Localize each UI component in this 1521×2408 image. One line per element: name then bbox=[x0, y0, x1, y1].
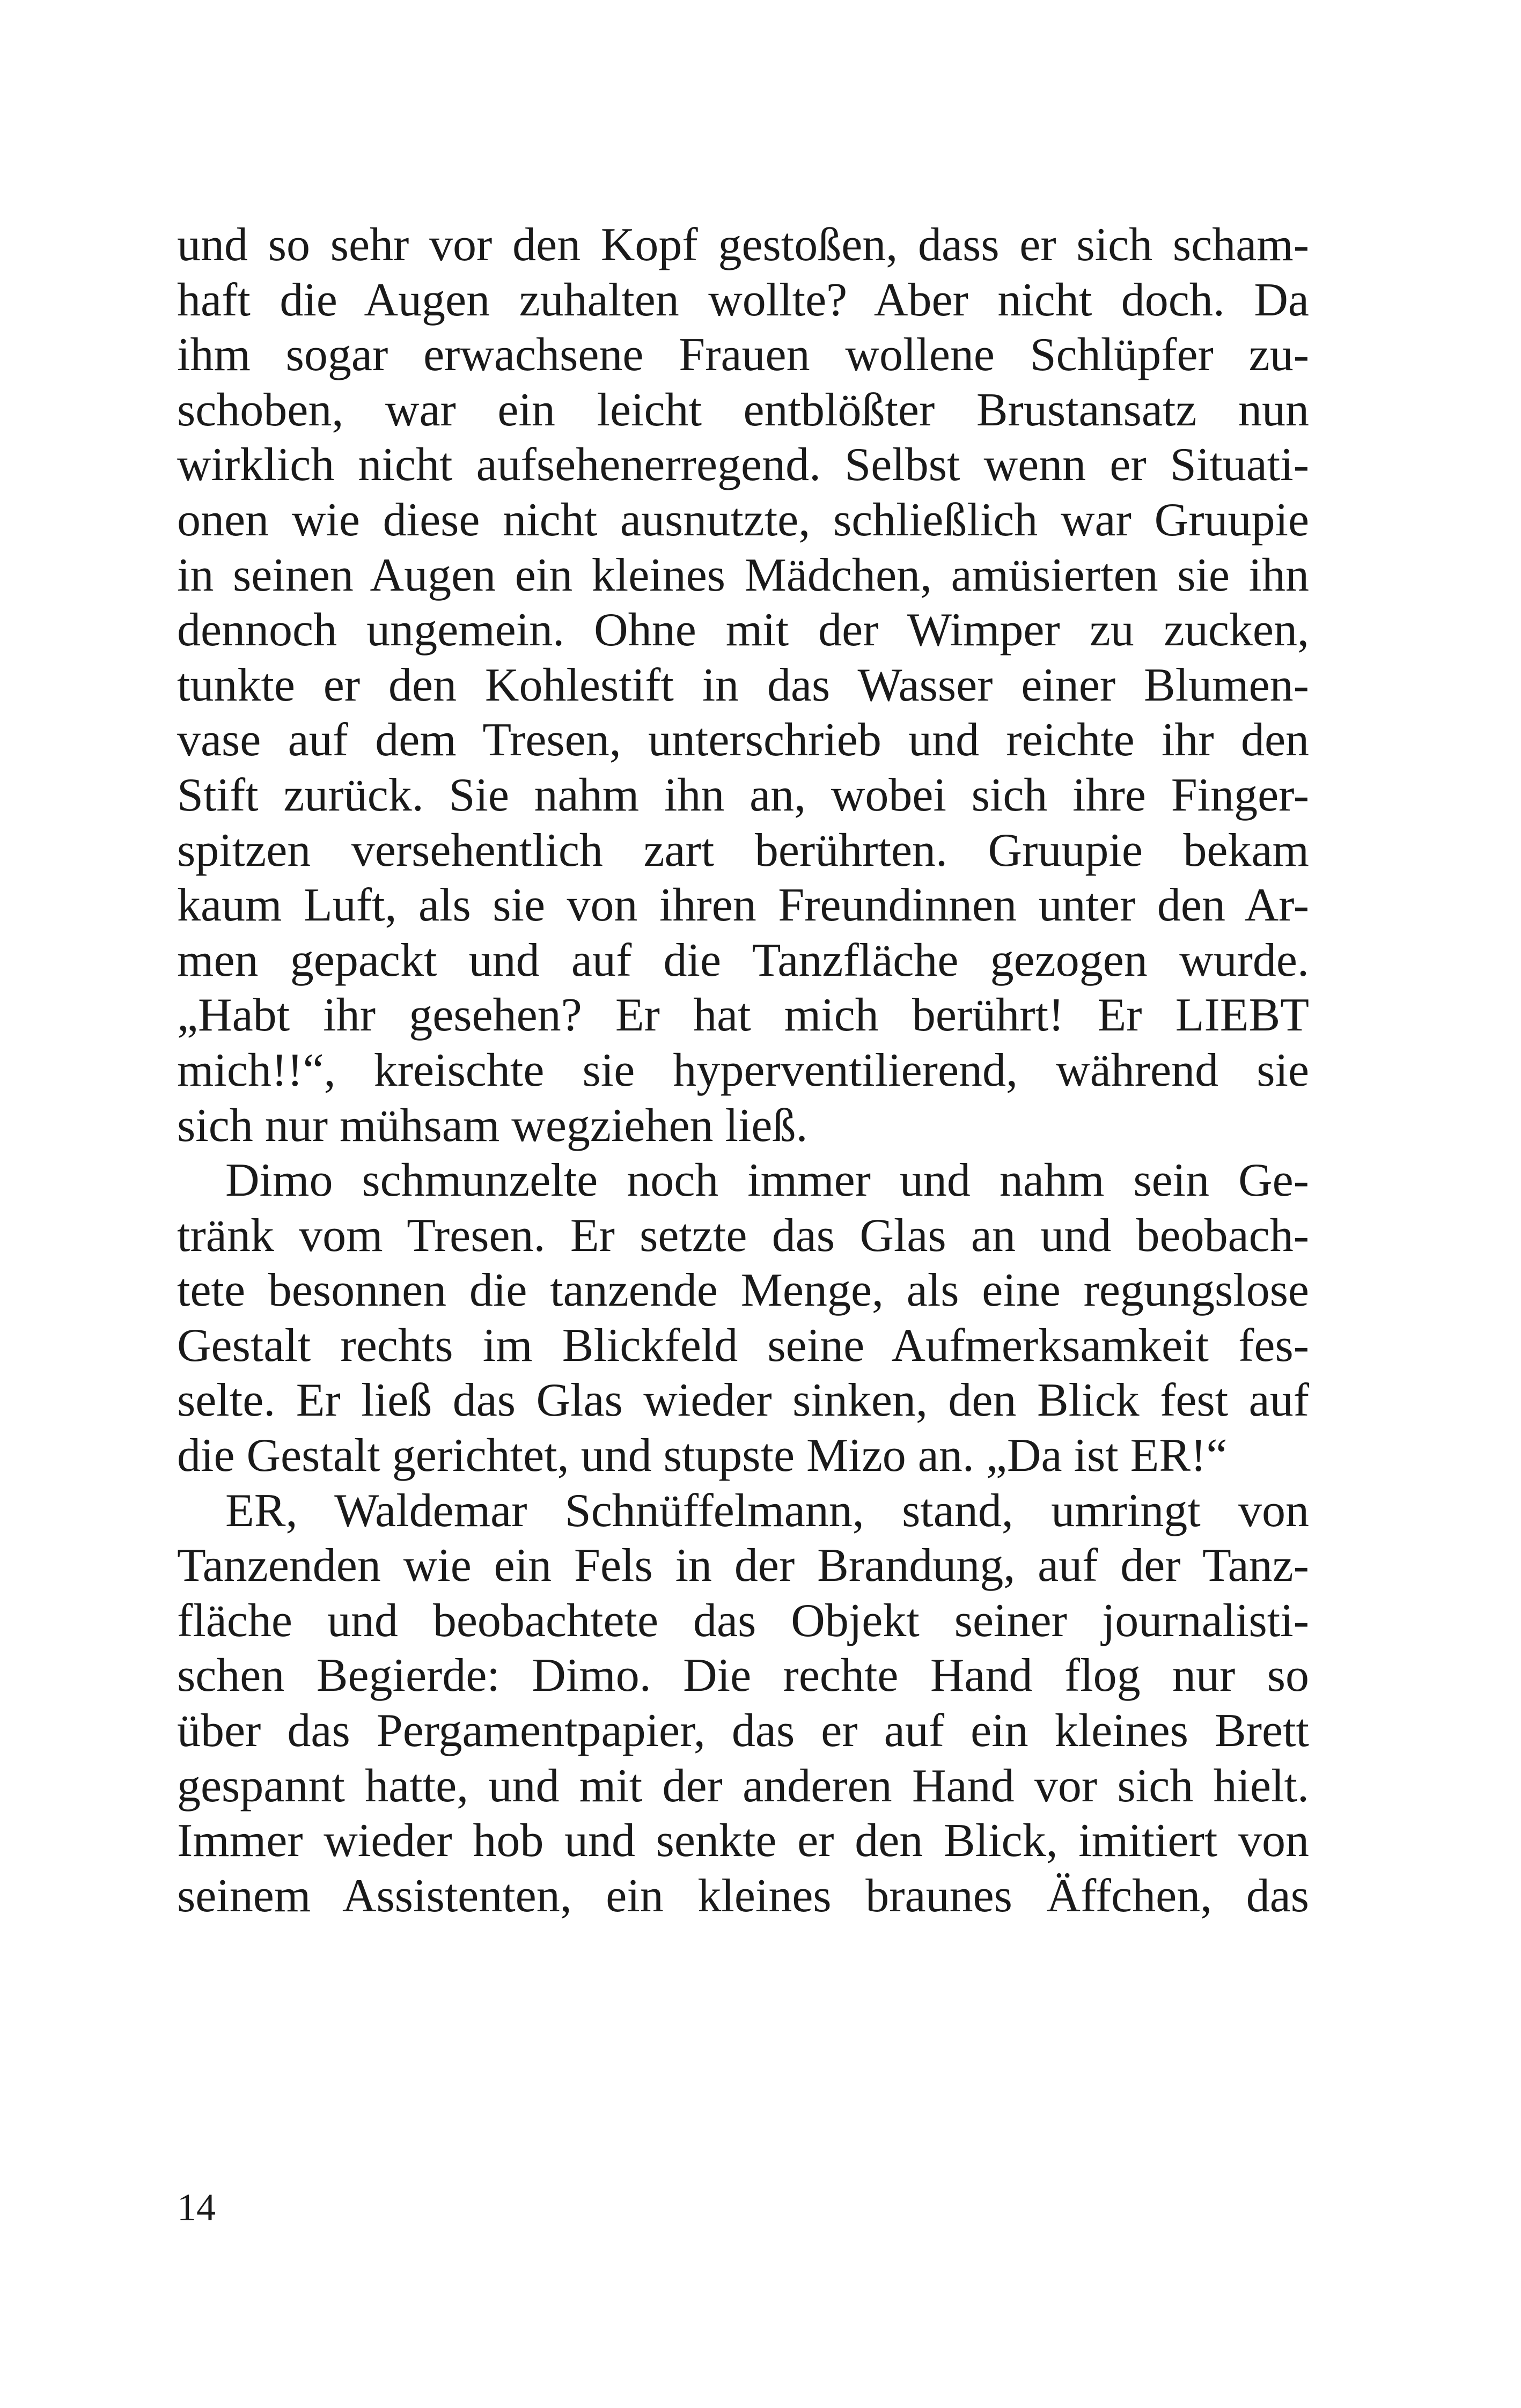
body-text bbox=[177, 218, 1309, 1924]
text-line: seinem Assistenten, ein kleines braunes Äffchen, das bbox=[177, 1869, 1309, 1922]
text-line: sich nur mühsam wegziehen ließ. bbox=[177, 1099, 808, 1152]
text-line: ER, Waldemar Schnüffelmann, stand, umringt von bbox=[225, 1484, 1309, 1537]
text-line: tunkte er den Kohlestift in das Wasser einer Blumen- bbox=[177, 659, 1309, 711]
text-line: men gepackt und auf die Tanzfläche gezogen wurde. bbox=[177, 934, 1309, 986]
text-line: Tanzenden wie ein Fels in der Brandung, auf der Tanz- bbox=[177, 1540, 1309, 1592]
text-line: die Gestalt gerichtet, und stupste Mizo an. „Da ist ER!“ bbox=[177, 1430, 1228, 1482]
text-line: haft die Augen zuhalten wollte? Aber nicht doch. Da bbox=[177, 274, 1309, 326]
text-line: kaum Luft, als sie von ihren Freundinnen unter den Ar- bbox=[177, 879, 1309, 932]
text-line: Immer wieder hob und senkte er den Blick, imitiert von bbox=[177, 1815, 1309, 1867]
text-line: tränk vom Tresen. Er setzte das Glas an und beobach- bbox=[177, 1209, 1309, 1262]
text-line: Stift zurück. Sie nahm ihn an, wobei sich ihre Finger- bbox=[177, 769, 1309, 821]
text-line: vase auf dem Tresen, unterschrieb und reichte ihr den bbox=[177, 714, 1309, 767]
text-line: ihm sogar erwachsene Frauen wollene Schlüpfer zu- bbox=[177, 329, 1309, 381]
text-line: mich!!“, kreischte sie hyperventilierend, während sie bbox=[177, 1044, 1309, 1096]
text-line: und so sehr vor den Kopf gestoßen, dass er sich scham- bbox=[177, 219, 1309, 271]
page-number: 14 bbox=[177, 2186, 216, 2229]
text-line: onen wie diese nicht ausnutzte, schließlich war Gruupie bbox=[177, 494, 1309, 546]
text-line: Dimo schmunzelte noch immer und nahm sein Ge- bbox=[225, 1154, 1309, 1207]
text-line: gespannt hatte, und mit der anderen Hand vor sich hielt. bbox=[177, 1759, 1309, 1812]
text-line: über das Pergamentpapier, das er auf ein kleines Brett bbox=[177, 1705, 1309, 1757]
text-line: „Habt ihr gesehen? Er hat mich berührt! Er LIEBT bbox=[177, 989, 1309, 1042]
text-line: tete besonnen die tanzende Menge, als eine regungslose bbox=[177, 1264, 1309, 1317]
text-line: selte. Er ließ das Glas wieder sinken, den Blick fest auf bbox=[177, 1374, 1309, 1427]
text-line: in seinen Augen ein kleines Mädchen, amüsierten sie ihn bbox=[177, 549, 1309, 601]
text-line: dennoch ungemein. Ohne mit der Wimper zu zucken, bbox=[177, 604, 1309, 657]
text-line: schen Begierde: Dimo. Die rechte Hand flog nur so bbox=[177, 1649, 1309, 1702]
text-line: wirklich nicht aufsehenerregend. Selbst wenn er Situati- bbox=[177, 439, 1309, 491]
text-line: spitzen versehentlich zart berührten. Gruupie bekam bbox=[177, 824, 1309, 877]
text-line: fläche und beobachtete das Objekt seiner journalisti- bbox=[177, 1594, 1309, 1647]
text-line: schoben, war ein leicht entblößter Brustansatz nun bbox=[177, 384, 1309, 436]
text-line: Gestalt rechts im Blickfeld seine Aufmerksamkeit fes- bbox=[177, 1319, 1309, 1372]
